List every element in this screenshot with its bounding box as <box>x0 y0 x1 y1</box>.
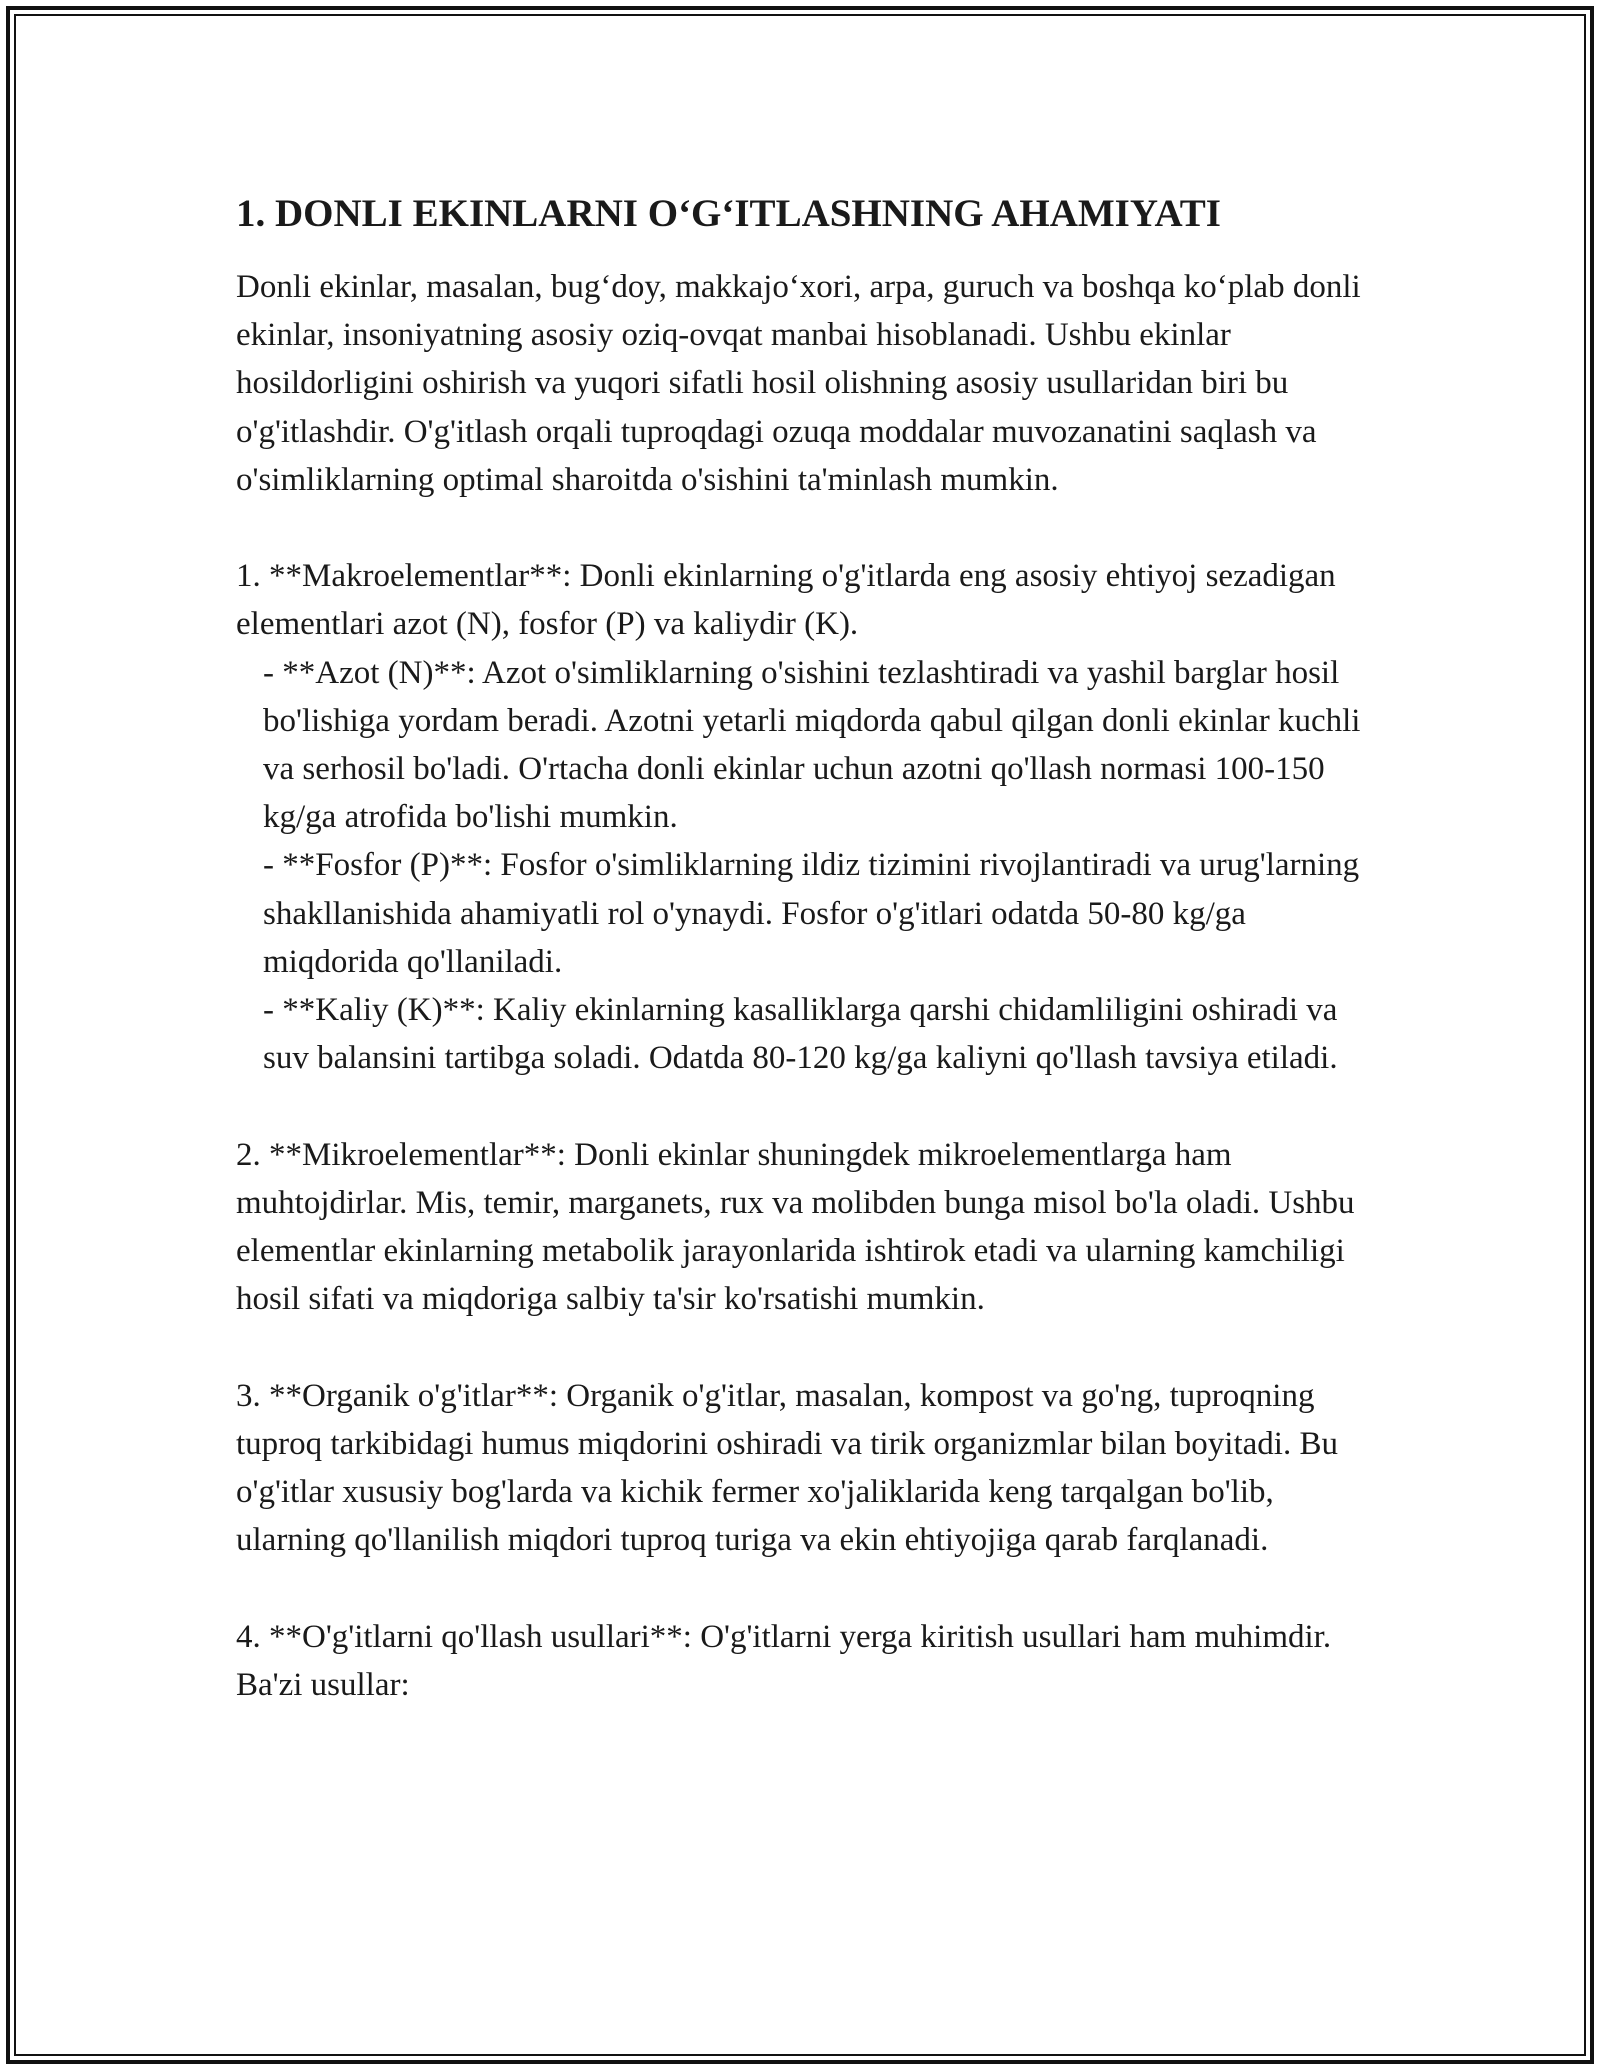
section-organic-fertilizers: 3. **Organik o'g'itlar**: Organik o'g'itlar, masalan, kompost va go'ng, tuproqning tuproq tarkibidagi humus miqdorini oshiradi va tirik organizmlar bilan boyitadi. Bu o'g'itlar xususiy bog'larda va kichik fermer xo'jaliklarida keng tarqalgan bo'lib, ularning qo'llanilish miqdori tuproq turiga va ekin ehtiyojiga qarab farqlanadi. <box>236 1377 1347 1559</box>
item-nitrogen: - **Azot (N)**: Azot o'simliklarning o'sishini tezlashtiradi va yashil barglar hosil bo'lishiga yordam beradi. Azotni yetarli miqdorda qabul qilgan donli ekinlar kuchli va serhosil bo'ladi. O'rtacha donli ekinlar uchun azotni qo'llash normasi 100-150 kg/ga atrofida bo'lishi mumkin. <box>263 654 1369 836</box>
intro-paragraph: Donli ekinlar, masalan, bug‘doy, makkajo‘xori, arpa, guruch va boshqa ko‘plab donli ekinlar, insoniyatning asosiy oziq-ovqat manbai hisoblanadi. Ushbu ekinlar hosildorligini oshirish va yuqori sifatli hosil olishning asosiy usullaridan biri bu o'g'itlashdir. O'g'itlash orqali tuproqdagi ozuqa moddalar muvozanatini saqlash va o'simliklarning optimal sharoitda o'sishini ta'minlash mumkin. <box>236 269 1369 498</box>
section-application-methods: 4. **O'g'itlarni qo'llash usullari**: O'g'itlarni yerga kiritish usullari ham muhimdir. Ba'zi usullar: <box>236 1618 1340 1703</box>
document-title: 1. DONLI EKINLARNI O‘G‘ITLASHNING AHAMIYATI <box>236 192 1221 235</box>
paragraph-gap <box>236 1323 1386 1371</box>
document-body <box>236 185 1386 1709</box>
item-potassium: - **Kaliy (K)**: Kaliy ekinlarning kasalliklarga qarshi chidamliligini oshiradi va suv balansini tartibga soladi. Odatda 80-120 kg/ga kaliyni qo'llash tavsiya etiladi. <box>263 992 1346 1077</box>
section-macroelements: 1. **Makroelementlar**: Donli ekinlarning o'g'itlarda eng asosiy ehtiyoj sezadigan elementlari azot (N), fosfor (P) va kaliydir (K). <box>236 558 1344 643</box>
paragraph-gap <box>236 504 1386 552</box>
item-phosphorus: - **Fosfor (P)**: Fosfor o'simliklarning ildiz tizimini rivojlantiradi va urug'larning shakllanishida ahamiyatli rol o'ynaydi. Fosfor o'g'itlari odatda 50-80 kg/ga miqdorida qo'llaniladi. <box>263 847 1368 980</box>
paragraph-gap <box>236 1082 1386 1130</box>
section-microelements: 2. **Mikroelementlar**: Donli ekinlar shuningdek mikroelementlarga ham muhtojdirlar. Mis, temir, marganets, rux va molibden bunga misol bo'la oladi. Ushbu elementlar ekinlarning metabolik jarayonlarida ishtirok etadi va ularning kamchiligi hosil sifati va miqdoriga salbiy ta'sir ko'rsatishi mumkin. <box>236 1136 1363 1318</box>
paragraph-gap <box>236 1564 1386 1612</box>
